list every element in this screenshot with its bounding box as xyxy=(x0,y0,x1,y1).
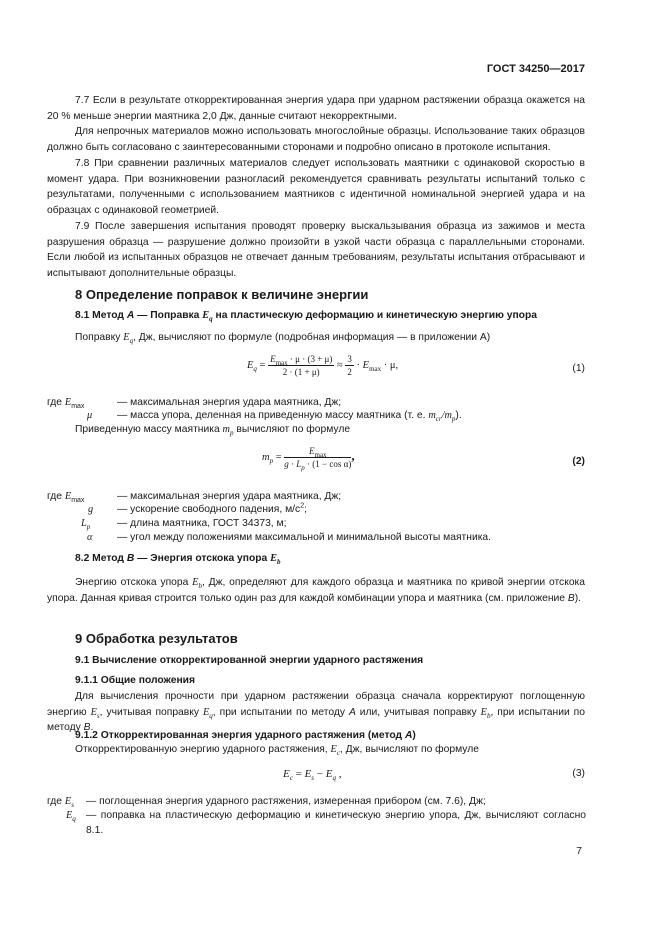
paragraph-7-7: 7.7 Если в результате откорректированная энергия удара при ударном растяжении образца окажется на 20 % меньше энергии маятника 2,0 Дж, данные считают некорректными. xyxy=(47,95,585,122)
section-9-title: 9 Обработка результатов xyxy=(75,631,238,646)
paragraph-7-8: 7.8 При сравнении различных материалов следует использовать маятники с одинаковой скоростью в момент удара. При возникновении разногласий рекомендуется сравнивать результаты испытаний только с результатами, полученными с использованием маятников с идентичной номинальной энергией удара и на образцах с одинаковой геометрией. xyxy=(47,158,585,216)
definition-emax-2: где $E_{max}$ xyxy=(47,491,85,505)
definition-es: где $E_s$ xyxy=(47,796,74,810)
definition-g-text: — ускорение свободного падения, $м/с^2$; xyxy=(117,502,307,515)
definition-mu-text: — масса упора, деленная на приведенную массу маятника (т. е. $m_{cr}/m_p$). xyxy=(117,410,462,424)
definition-emax: где $E_{max}$ xyxy=(47,397,85,411)
definition-alpha-text: — угол между положениями максимальной и минимальной высоты маятника. xyxy=(117,532,492,543)
equation-number-1: (1) xyxy=(572,363,585,374)
definition-mu: μ xyxy=(87,410,93,421)
formula-3: $E_c = E_s - E_q$ , xyxy=(283,768,342,783)
paragraph-7-7-layers: Для непрочных материалов можно использовать многослойные образцы. Использование таких образцов должно быть согласовано с заинтересованными сторонами и подробно описано в протоколе испытания. xyxy=(47,126,585,153)
paragraph-9-1-1: Для вычисления прочности при ударном растяжении образца сначала корректируют поглощенную энергию $E_s$, учитывая поправку $E_q$, при испытании по методу А или, учитывая поправку $E_b$, при испытании по методу В. xyxy=(47,691,585,734)
definition-emax-2-text: — максимальная энергия удара маятника, Дж; xyxy=(117,491,342,502)
subsection-9-1-2-title: 9.1.2 Откорректированная энергия ударного растяжения (метод А) xyxy=(75,730,416,741)
formula-2: $m_p$ = $\frac{E_{max}}{g \cdot L_p \cdot (1 - \cos \alpha)}$ , xyxy=(262,446,355,472)
definition-alpha: α xyxy=(87,532,93,543)
equation-number-3: (3) xyxy=(572,768,585,779)
subsection-8-2-title: 8.2 Метод В — Энергия отскока упора $E_b$ xyxy=(75,553,281,567)
definition-lp: $L_p$ xyxy=(81,518,91,532)
page-number: 7 xyxy=(576,846,582,857)
formula-2-intro: Приведенную массу маятника $m_p$ вычисляют по формуле xyxy=(75,424,351,438)
definition-eq-text: — поправка на пластическую деформацию и кинетическую энергию упора, Дж, вычисляют согласно 8.1. xyxy=(86,810,586,836)
paragraph-8-2: Энергию отскока упора $E_b$, Дж, определяют для каждого образца и маятника по кривой энергии отскока упора. Данная кривая строится только один раз для каждой комбинации упора и маятника (см. приложение В). xyxy=(47,577,586,604)
equation-number-2: (2) xyxy=(572,456,585,467)
paragraph-7-9: 7.9 После завершения испытания проводят проверку выскальзывания образца из зажимов и места разрушения образца — разрушение должно произойти в узкой части образца с параллельными сторонами. Если любой из испытанных образцов не отвечает данным требованиям, результаты испытания отбрасывают и испытывают дополнительные образцы. xyxy=(47,221,585,279)
definition-eq: $E_q$ xyxy=(66,810,76,824)
subsection-9-1-title: 9.1 Вычисление откорректированной энергии ударного растяжения xyxy=(75,655,424,666)
formula-1: $E_q$ = $\frac{E_{max} \cdot \mu \cdot (3 + \mu)}{2 \cdot (1 + \mu)}$ ≈ $\frac{3}{2}$ · $E_{max} \cdot \mu$, xyxy=(247,354,399,377)
document-header: ГОСТ 34250—2017 xyxy=(486,63,585,75)
formula-3-intro: Откорректированную энергию ударного растяжения, $E_c$, Дж, вычисляют по формуле xyxy=(75,744,479,758)
section-8-title: 8 Определение поправок к величине энергии xyxy=(75,287,369,302)
definition-lp-text: — длина маятника, ГОСТ 34373, м; xyxy=(117,518,287,529)
definition-emax-text: — максимальная энергия удара маятника, Дж; xyxy=(117,397,342,408)
formula-1-intro: Поправку $E_q$, Дж, вычисляют по формуле (подробная информация — в приложении А) xyxy=(75,332,491,346)
definition-g: g xyxy=(88,504,94,515)
subsection-9-1-1-title: 9.1.1 Общие положения xyxy=(75,675,195,686)
subsection-8-1-title: 8.1 Метод А — Поправка $E_q$ на пластическую деформацию и кинетическую энергию упора xyxy=(75,310,537,324)
definition-es-text: — поглощенная энергия ударного растяжения, измеренная прибором (см. 7.6), Дж; xyxy=(86,796,486,807)
